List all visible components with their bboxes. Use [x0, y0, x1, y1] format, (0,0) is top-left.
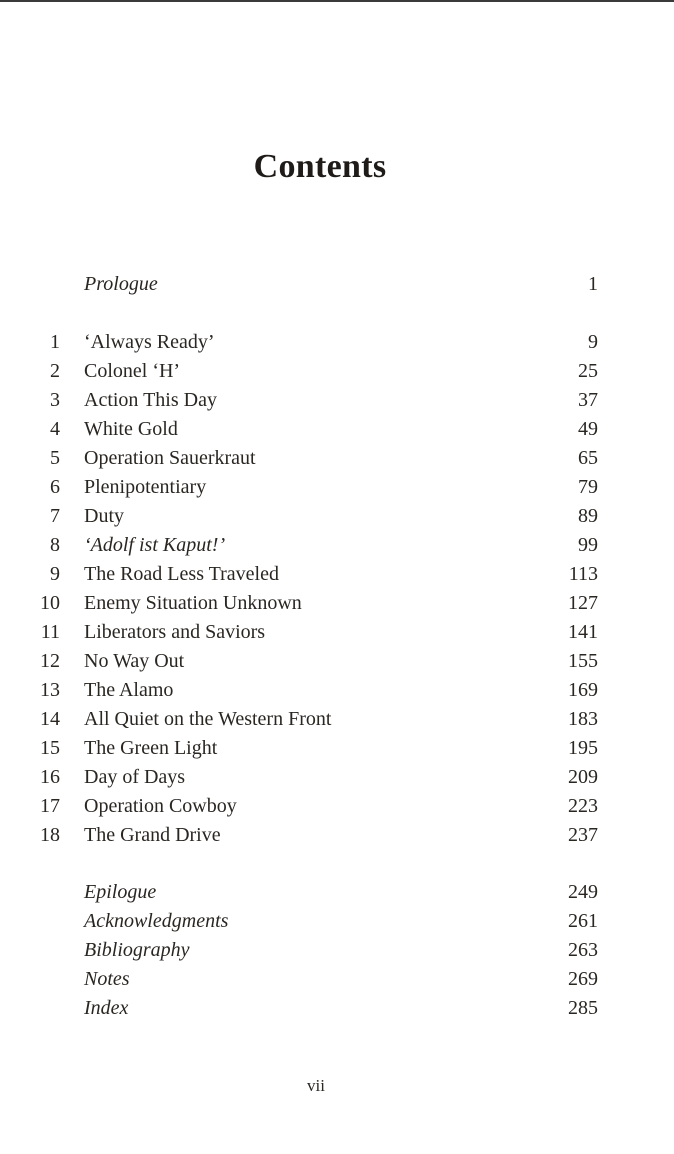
chapter-number: 8 [50, 534, 60, 556]
chapter-number: 6 [50, 476, 60, 498]
toc-entry-page: 263 [568, 939, 598, 961]
chapter-page: 237 [568, 824, 598, 846]
toc-entry-page: 269 [568, 968, 598, 990]
chapter-number: 15 [40, 737, 60, 759]
chapter-page: 183 [568, 708, 598, 730]
chapter-page: 79 [578, 476, 598, 498]
chapter-number: 17 [40, 795, 60, 817]
chapter-number: 18 [40, 824, 60, 846]
chapter-number: 12 [40, 650, 60, 672]
chapter-title: Liberators and Saviors [84, 621, 266, 643]
chapter-number: 13 [40, 679, 60, 701]
chapter-title: Colonel ‘H’ [84, 360, 181, 382]
toc-entry-notes [0, 965, 674, 993]
toc-chapter-row [0, 502, 674, 530]
chapter-title: Enemy Situation Unknown [84, 592, 302, 614]
toc-entry-label: Acknowledgments [84, 910, 229, 932]
toc-entry-label: Epilogue [84, 881, 157, 903]
chapter-page: 37 [578, 389, 598, 411]
toc-chapter-row [0, 444, 674, 472]
toc-chapter-row [0, 821, 674, 849]
chapter-number: 5 [50, 447, 60, 469]
chapter-title: White Gold [84, 418, 178, 440]
chapter-page: 25 [578, 360, 598, 382]
toc-chapter-row [0, 560, 674, 588]
chapter-number: 1 [50, 331, 60, 353]
toc-entry-acknowledgments [0, 907, 674, 935]
toc-chapter-row [0, 386, 674, 414]
chapter-number: 7 [50, 505, 60, 527]
chapter-page: 209 [568, 766, 598, 788]
chapter-number: 16 [40, 766, 60, 788]
chapter-page: 195 [568, 737, 598, 759]
toc-chapter-row [0, 705, 674, 733]
toc-chapter-row [0, 618, 674, 646]
chapter-title: Operation Sauerkraut [84, 447, 256, 469]
toc-chapter-row [0, 328, 674, 356]
chapter-page: 223 [568, 795, 598, 817]
toc-chapter-row [0, 473, 674, 501]
chapter-number: 10 [40, 592, 60, 614]
chapter-title: The Alamo [84, 679, 174, 701]
chapter-number: 11 [40, 621, 60, 643]
chapter-page: 113 [568, 563, 598, 585]
chapter-page: 141 [568, 621, 598, 643]
toc-entry-label: Bibliography [84, 939, 190, 961]
chapter-title: Duty [84, 505, 124, 527]
chapter-title: Operation Cowboy [84, 795, 237, 817]
toc-chapter-row [0, 676, 674, 704]
chapter-number: 9 [50, 563, 60, 585]
chapter-title: The Road Less Traveled [84, 563, 279, 585]
chapter-title: Action This Day [84, 389, 217, 411]
chapter-title: No Way Out [84, 650, 185, 672]
chapter-page: 65 [578, 447, 598, 469]
chapter-title: The Grand Drive [84, 824, 221, 846]
toc-entry-bibliography [0, 936, 674, 964]
chapter-number: 4 [50, 418, 60, 440]
toc-entry-index [0, 994, 674, 1022]
toc-chapter-row [0, 415, 674, 443]
chapter-number: 3 [50, 389, 60, 411]
chapter-title: ‘Always Ready’ [84, 331, 215, 353]
chapter-title: ‘Adolf ist Kaput!’ [84, 534, 226, 556]
toc-chapter-row [0, 734, 674, 762]
toc-chapter-row [0, 647, 674, 675]
chapter-page: 169 [568, 679, 598, 701]
toc-chapter-row [0, 589, 674, 617]
toc-entry-epilogue [0, 878, 674, 906]
chapter-title: Plenipotentiary [84, 476, 207, 498]
chapter-page: 127 [568, 592, 598, 614]
toc-entry-label: Index [84, 997, 129, 1019]
chapter-title: Day of Days [84, 766, 186, 788]
page-number-folio: vii [307, 1076, 325, 1095]
page-top-edge [0, 0, 674, 2]
toc-entry-label: Prologue [84, 273, 158, 295]
toc-chapter-row [0, 792, 674, 820]
chapter-number: 2 [50, 360, 60, 382]
toc-entry-page: 249 [568, 881, 598, 903]
chapter-number: 14 [40, 708, 60, 730]
chapter-page: 155 [568, 650, 598, 672]
toc-entry-page: 261 [568, 910, 598, 932]
page-title: Contents [253, 148, 387, 185]
chapter-page: 89 [578, 505, 598, 527]
toc-entry-prologue [0, 270, 674, 298]
chapter-title: All Quiet on the Western Front [84, 708, 332, 730]
toc-entry-page: 285 [568, 997, 598, 1019]
chapter-page: 99 [578, 534, 598, 556]
toc-entry-label: Notes [84, 968, 130, 990]
chapter-page: 49 [578, 418, 598, 440]
toc-chapter-row [0, 763, 674, 791]
chapter-title: The Green Light [84, 737, 218, 759]
chapter-page: 9 [588, 331, 598, 353]
toc-entry-page: 1 [588, 273, 598, 295]
toc-chapter-row [0, 357, 674, 385]
toc-chapter-row [0, 531, 674, 559]
